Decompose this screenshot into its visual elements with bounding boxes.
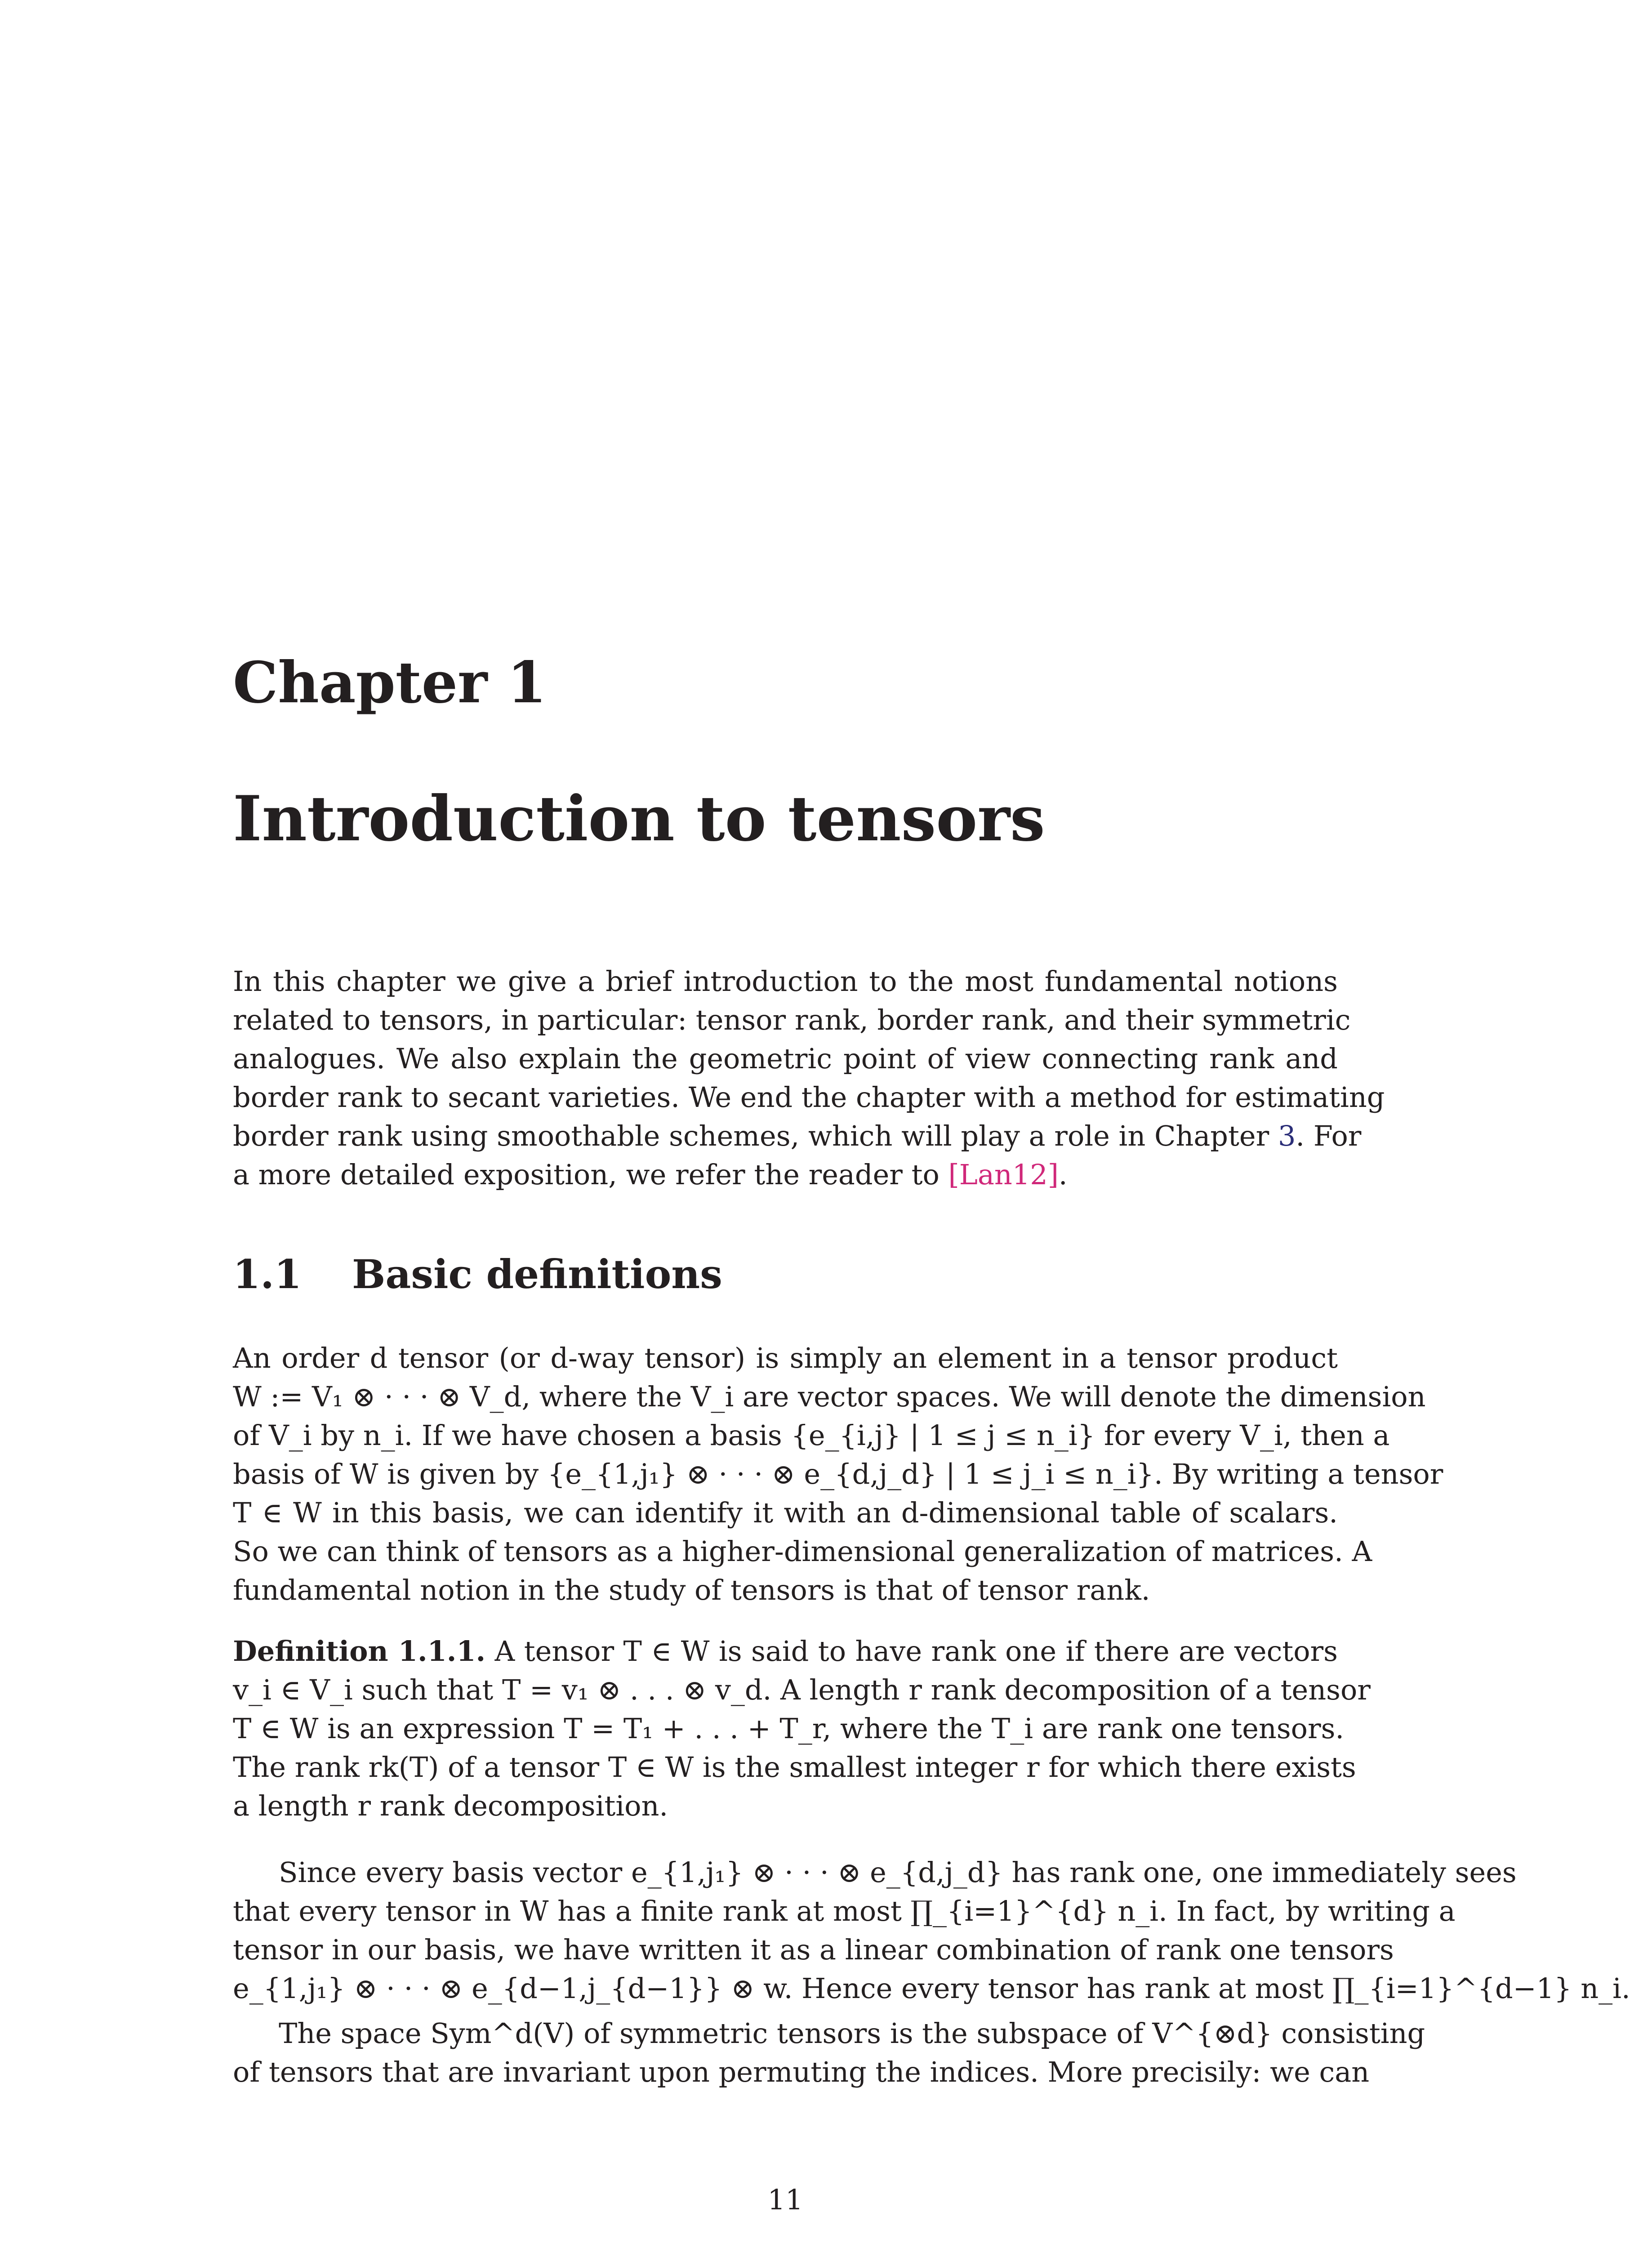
intro-line-tail: . For <box>1296 1120 1362 1152</box>
citation-link[interactable]: [Lan12] <box>948 1158 1059 1191</box>
definition-line-text: A tensor T ∈ W is said to have rank one if there are vectors <box>494 1635 1338 1668</box>
rank-paragraph <box>233 1853 1630 2008</box>
section-line: So we can think of tensors as a higher-dimensional generalization of matrices. A <box>233 1535 1372 1568</box>
section-title: Basic definitions <box>352 1251 722 1298</box>
page <box>233 0 1630 2248</box>
intro-line: In this chapter we give a brief introduction to the most fundamental notions <box>233 965 1338 998</box>
paragraph-line: tensor in our basis, we have written it as a linear combination of rank one tensors <box>233 1933 1394 1966</box>
definition-label: Definition 1.1.1. <box>233 1635 486 1668</box>
paragraph-line: of tensors that are invariant upon permuting the indices. More precisily: we can <box>233 2056 1370 2088</box>
definition-block <box>233 1632 1371 1825</box>
section-paragraph <box>233 1339 1443 1610</box>
section-line: An order d tensor (or d-way tensor) is simply an element in a tensor product <box>233 1342 1338 1374</box>
chapter-title: Introduction to tensors <box>233 782 1045 855</box>
intro-line-tail: . <box>1058 1158 1068 1191</box>
intro-line: related to tensors, in particular: tensor rank, border rank, and their symmetric <box>233 1004 1351 1036</box>
section-line: T ∈ W in this basis, we can identify it with an d-dimensional table of scalars. <box>233 1496 1338 1529</box>
intro-line: analogues. We also explain the geometric point of view connecting rank and <box>233 1042 1338 1075</box>
page-number: 11 <box>767 2183 803 2216</box>
chapter-reference-link[interactable]: 3 <box>1278 1120 1296 1152</box>
section-line: of V_i by n_i. If we have chosen a basis {e_{i,j} | 1 ≤ j ≤ n_i} for every V_i, then a <box>233 1419 1390 1452</box>
definition-line: T ∈ W is an expression T = T₁ + . . . + T_r, where the T_i are rank one tensors. <box>233 1712 1345 1745</box>
paragraph-line: that every tensor in W has a finite rank at most ∏_{i=1}^{d} n_i. In fact, by writing a <box>233 1895 1456 1927</box>
paragraph-line: Since every basis vector e_{1,j₁} ⊗ · · · ⊗ e_{d,j_d} has rank one, one immediately sees <box>279 1856 1517 1889</box>
intro-paragraph <box>233 962 1385 1194</box>
intro-line <box>233 1155 1338 1194</box>
section-heading <box>233 1251 722 1298</box>
definition-line: v_i ∈ V_i such that T = v₁ ⊗ . . . ⊗ v_d. A length r rank decomposition of a tensor <box>233 1673 1371 1706</box>
chapter-label: Chapter 1 <box>233 649 547 716</box>
paragraph-line: e_{1,j₁} ⊗ · · · ⊗ e_{d−1,j_{d−1}} ⊗ w. Hence every tensor has rank at most ∏_{i=1}^{d−1} n_i. <box>233 1972 1630 2005</box>
definition-line: a length r rank decomposition. <box>233 1789 668 1822</box>
intro-line-text: border rank using smoothable schemes, which will play a role in Chapter <box>233 1120 1278 1152</box>
definition-line <box>233 1632 1338 1671</box>
section-line: fundamental notion in the study of tensors is that of tensor rank. <box>233 1574 1150 1606</box>
section-line: basis of W is given by {e_{1,j₁} ⊗ · · · ⊗ e_{d,j_d} | 1 ≤ j_i ≤ n_i}. By writing a tensor <box>233 1458 1443 1490</box>
section-line: W := V₁ ⊗ · · · ⊗ V_d, where the V_i are vector spaces. We will denote the dimension <box>233 1380 1426 1413</box>
intro-line-text: a more detailed exposition, we refer the reader to <box>233 1158 948 1191</box>
intro-line: border rank to secant varieties. We end the chapter with a method for estimating <box>233 1081 1385 1114</box>
definition-line: The rank rk(T) of a tensor T ∈ W is the smallest integer r for which there exists <box>233 1751 1356 1784</box>
paragraph-line: The space Sym^d(V) of symmetric tensors is the subspace of V^{⊗d} consisting <box>279 2017 1425 2050</box>
intro-line <box>233 1117 1362 1155</box>
symmetric-paragraph <box>233 2014 1425 2092</box>
section-number: 1.1 <box>233 1251 302 1298</box>
